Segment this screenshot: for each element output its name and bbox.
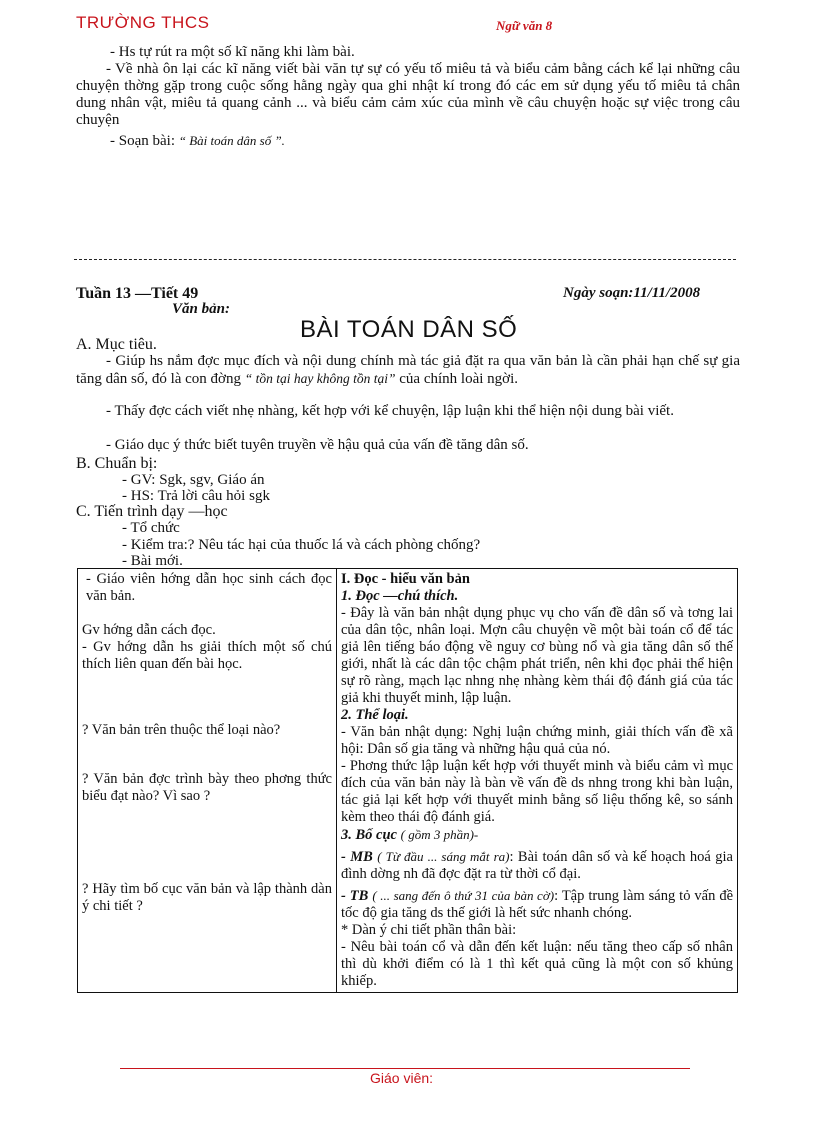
prep-hs: - HS: Trả lời câu hỏi sgk bbox=[122, 488, 270, 504]
content-heading-3 bbox=[341, 826, 733, 844]
left-q6: ? Hãy tìm bố cục văn bản và lập thành dàn ý chi tiết ? bbox=[82, 881, 332, 914]
tb-text: : Tập trung làm sáng tỏ vấn đề tốc độ gia tăng ds thế giới là hết sức nhanh chóng. bbox=[341, 888, 734, 921]
lesson-table bbox=[77, 568, 738, 993]
objective-2: - Thấy đợc cách viết nhẹ nhàng, kết hợp với kể chuyện, lập luận khi thể hiện nội dung bài viết. bbox=[106, 403, 674, 419]
objective-1-quote: “ tồn tại hay không tồn tại” bbox=[244, 371, 396, 386]
page-title: BÀI TOÁN DÂN SỐ bbox=[300, 316, 518, 343]
process-item-3: - Bài mới. bbox=[122, 553, 183, 569]
tb-label: - TB bbox=[341, 888, 369, 904]
footer-teacher: Giáo viên: bbox=[370, 1070, 434, 1086]
footer-line bbox=[120, 1068, 690, 1069]
week-label: Tuần 13 —Tiết 49 bbox=[76, 285, 199, 302]
content-tb bbox=[341, 887, 733, 922]
mb-label: - MB bbox=[341, 849, 373, 865]
intro-line-1: - Hs tự rút ra một số kĩ năng khi làm bài. bbox=[110, 44, 355, 60]
objective-1 bbox=[76, 353, 740, 388]
subject-label: Ngữ văn 8 bbox=[496, 18, 553, 33]
table-row bbox=[78, 569, 738, 993]
content-column bbox=[337, 569, 738, 993]
school-name: TRƯỜNG THCS bbox=[76, 13, 210, 32]
objective-3: - Giáo dục ý thức biết tuyên truyền về hậu quả của vấn đề tăng dân số. bbox=[106, 437, 529, 453]
left-q2: Gv hớng dẫn cách đọc. bbox=[82, 622, 216, 638]
section-divider bbox=[74, 259, 736, 260]
left-q3: - Gv hớng dẫn hs giải thích một số chú thích liên quan đến bài học. bbox=[82, 639, 332, 672]
objective-1-text: - Giúp hs nắm đợc mục đích và nội dung chính mà tác giả đặt ra qua văn bản là cần phải hạn chế sự gia tăng dân số, đó là con đờng bbox=[76, 353, 740, 387]
content-heading-2: 2. Thể loại. bbox=[341, 707, 409, 723]
date-label: Ngày soạn:11/11/2008 bbox=[563, 285, 701, 301]
content-p5: - Nêu bài toán cổ và dẫn đến kết luận: nếu tăng theo cấp số nhân thì dù khởi điểm có là 1 thì kết quả cũng là một con số khủng khiếp. bbox=[341, 939, 733, 989]
content-p4: * Dàn ý chi tiết phần thân bài: bbox=[341, 922, 517, 938]
tb-range: ( ... sang đến ô thứ 31 của bàn cờ) bbox=[372, 888, 555, 903]
soan-title: “ Bài toán dân số ”. bbox=[178, 133, 285, 148]
left-q5: ? Văn bản đợc trình bày theo phơng thức biểu đạt nào? Vì sao ? bbox=[82, 771, 332, 804]
heading-3-note: ( gồm 3 phần)- bbox=[400, 827, 479, 842]
content-mb bbox=[341, 848, 733, 883]
process-item-2: - Kiểm tra:? Nêu tác hại của thuốc lá và cách phòng chống? bbox=[122, 537, 481, 553]
teacher-activity-column bbox=[78, 569, 337, 993]
mb-range: ( Từ đầu ... sáng mắt ra) bbox=[377, 849, 510, 864]
content-p2: - Văn bản nhật dụng: Nghị luận chứng minh, giải thích vấn đề xã hội: Dân số gia tăng và những hậu quả của nó. bbox=[341, 724, 733, 757]
mb-text: : Bài toán dân số và kế hoạch hoá gia đình dờng nh đã đợc đặt ra từ thời cổ đại. bbox=[341, 849, 733, 882]
objective-1-end: của chính loài ngời. bbox=[399, 371, 518, 387]
soan-prefix: - Soạn bài: bbox=[110, 133, 175, 149]
section-a-heading: A. Mục tiêu. bbox=[76, 336, 157, 353]
intro-line-2: - Về nhà ôn lại các kĩ năng viết bài văn tự sự có yếu tố miêu tả và biểu cảm bằng cách kể lại những câu chuyện thờng gặp trong cuộc sống hằng ngày qua ghi nhật kí trong đó các em sử dụng yếu tố miêu tả chân dung nhân vật, miêu tả quang cảnh ... và biểu cảm cảm xúc của mình về câu chuyện hoặc sự việc trong câu chuyện bbox=[76, 61, 740, 128]
intro-soan bbox=[110, 132, 285, 150]
section-b-heading: B. Chuẩn bị: bbox=[76, 455, 158, 472]
prep-gv: - GV: Sgk, sgv, Giáo án bbox=[122, 472, 265, 488]
left-q4: ? Văn bản trên thuộc thể loại nào? bbox=[82, 722, 281, 738]
content-heading-1-1: 1. Đọc —chú thích. bbox=[341, 588, 459, 604]
left-q1: - Giáo viên hớng dẫn học sinh cách đọc văn bản. bbox=[86, 571, 332, 604]
content-p1: - Đây là văn bản nhật dụng phục vụ cho vấn đề dân số và tơng lai của dân tộc, nhân loại. Mợn câu chuyện về một bài toán cổ để tác giả lên tiếng báo động về nguy cơ bùng nổ và gia tăng dân số thế giới, nhất là các dân tộc chậm phát triển, nên khi đọc phải thể hiện sự rõ ràng, mạch lạc nhng nhẹ nhàng kèm thái độ đánh giá của tác giả khi thuyết minh, lập luận. bbox=[341, 605, 733, 706]
process-item-1: - Tổ chức bbox=[122, 520, 180, 536]
content-heading-1: I. Đọc - hiểu văn bản bbox=[341, 571, 470, 587]
section-c-heading: C. Tiến trình dạy —học bbox=[76, 503, 228, 520]
vanban-label: Văn bản: bbox=[172, 301, 230, 317]
content-p3: - Phơng thức lập luận kết hợp với thuyết minh và biểu cảm vì mục đích của văn bản này là bàn về vấn đề ds nhng trong khi bàn luận, tác giả lại kết hợp với thuyết minh bằng số liệu thống kê, so sánh kèm theo thái độ đánh giá. bbox=[341, 758, 733, 825]
heading-3-label: 3. Bố cục bbox=[341, 827, 397, 843]
